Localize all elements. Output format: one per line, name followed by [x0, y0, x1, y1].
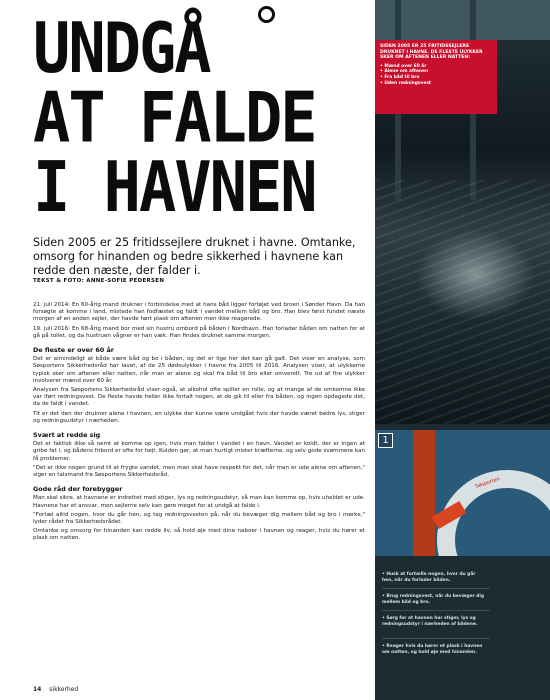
fact-item: • Alene om aftenen — [380, 69, 492, 75]
headline-line-2: AT FALDE — [33, 76, 316, 159]
dock-boardwalk — [375, 0, 550, 40]
divider — [382, 588, 490, 589]
body-paragraph: Analysen fra Søsportens Sikkerhedsråd viser også, at alkohol ofte spiller en rolle, og at mange af de omkomne ikke var iført redningsvest. De fleste havde heller ikke fortalt nogen, at de gik til eller fra båden, og ingen opdagede det, da de faldt i vandet. — [33, 387, 365, 408]
fact-item: • Uden redningsvest — [380, 81, 492, 87]
fact-box — [375, 40, 497, 114]
body-paragraph: Tit er det den der drukner alene i havnen, en ulykke der kunne være undgået hvis der havde været bedre lys, stiger og redningsudstyr i nærheden. — [33, 410, 365, 424]
section-heading: Svært at redde sig — [33, 431, 101, 440]
body-paragraph: Omtanke og omsorg for hinanden kan redde liv, så hold øje med dine naboer i havnen og reager, hvis du hører et plask om natten. — [33, 528, 365, 542]
page-number: 14 — [33, 686, 42, 693]
tip-item: • Reager hvis du hører et plask i havnen om natten, og hold øje med hinanden. — [382, 644, 487, 655]
body-paragraph: "Fortæl altid nogen, hvor du går hen, og tag redningsvesten på, når du bevæger dig mellem båd og bro i mørke," lyder rådet fra Sikkerhedsrådet. — [33, 511, 365, 526]
byline: TEKST & FOTO: ANNE-SOFIE PEDERSEN — [33, 278, 165, 284]
body-paragraph: "Det er ikke nogen grund til at frygte vandet, men man skal have respekt for det, når man er ude alene om aftenen," siger en talsmand fra Søsportens Sikkerhedsråd. — [33, 464, 365, 479]
body-paragraph: Det er almindeligt at både være båd og bo i båden, og det er lige her det kan gå galt. Det viser en analyse, som Søsportens Sikkerhedsråd har lavet, af de 25 dødsulykker i havne fra 2005 til 2016. Analysen viser, at ulykkerne typisk sker om aftenen eller natten, når man er alene og skal fra båd til bro eller omvendt. Tre ud af fire ulykker involverer mænd over 60 år. — [33, 356, 365, 384]
divider — [382, 610, 490, 611]
article-body — [33, 302, 365, 545]
headline-line-3: I HAVNEN — [33, 146, 316, 228]
tip-item: • Brug redningsvest, når du bevæger dig mellem båd og bro. — [382, 594, 487, 605]
section-heading: Gode råd der forebygger — [33, 485, 123, 494]
tips-box — [375, 562, 550, 700]
page-footer — [33, 686, 78, 693]
divider — [382, 638, 490, 639]
intro-paragraph: Siden 2005 er 25 fritidssejlere druknet i havne. Omtanke, omsorg for hinanden og bedre sikkerhed i havnene kan redde den næste, der falder i. — [33, 236, 356, 277]
water-splash — [415, 230, 535, 320]
tip-item: • Sørg for at havnen har stiger, lys og redningsudstyr i nærheden af bådene. — [382, 616, 487, 627]
section-heading: De fleste er over 60 år — [33, 346, 114, 355]
red-pole — [413, 430, 435, 556]
fact-list — [380, 64, 492, 86]
body-paragraph: Det er faktisk ikke så nemt at komme op igen, hvis man falder i vandet i en havn. Vandet er koldt, der er ingen at gribe fat i, og bådens fribord er ofte for højt. Kulden gør, at man hurtigt mister kræfterne, og selv gode svømmere kan få problemer. — [33, 441, 365, 462]
lifebuoy-photo — [375, 430, 550, 556]
body-paragraph: 21. juli 2014: En 60-årig mand drukner i forbindelse med at hans båd ligger fortøjet ved broen i Sønder Havn. Da han forsøgte at komme i land, mistede han fodfæstet og faldt i vandet mellem båd og bro. Han blev først fundet næste morgen af en anden sejler, der havde hørt plask om aftenen men ikke reagerede. — [33, 302, 365, 323]
headline-line-1: UNDGÅ — [33, 7, 210, 90]
body-paragraph: 19. juli 2016: En 68-årig mand bor med sin hustru ombord på båden i Nordhavn. Han forlader båden om natten for at gå på toilet, og da hustruen vågner er han væk. Han findes druknet samme morgen. — [33, 325, 365, 339]
tip-item: • Husk at fortælle nogen, hvor du går hen, når du forlader båden. — [382, 572, 487, 583]
fact-item: • Mænd over 60 år — [380, 64, 492, 70]
photo-number-badge: 1 — [378, 433, 393, 448]
section-name: sikkerhed — [49, 686, 79, 693]
lifebuoy-label: Søsporten — [474, 476, 501, 490]
body-paragraph: Man skal sikre, at havnene er indrettet med stiger, lys og redningsudstyr, så man kan komme op, hvis uheldet er ude. Havnene har et ansvar, men sejlerne selv kan gøre meget for at undgå at falde i. — [33, 495, 365, 509]
fact-item: • Fra båd til bro — [380, 75, 492, 81]
fact-box-lead: SIDEN 2005 ER 25 FRITIDSSEJLERE DRUKNET I HAVNE. DE FLESTE ULYKKER SKER OM AFTENEN ELLER NATTEN: — [380, 44, 483, 61]
headline — [33, 7, 363, 228]
